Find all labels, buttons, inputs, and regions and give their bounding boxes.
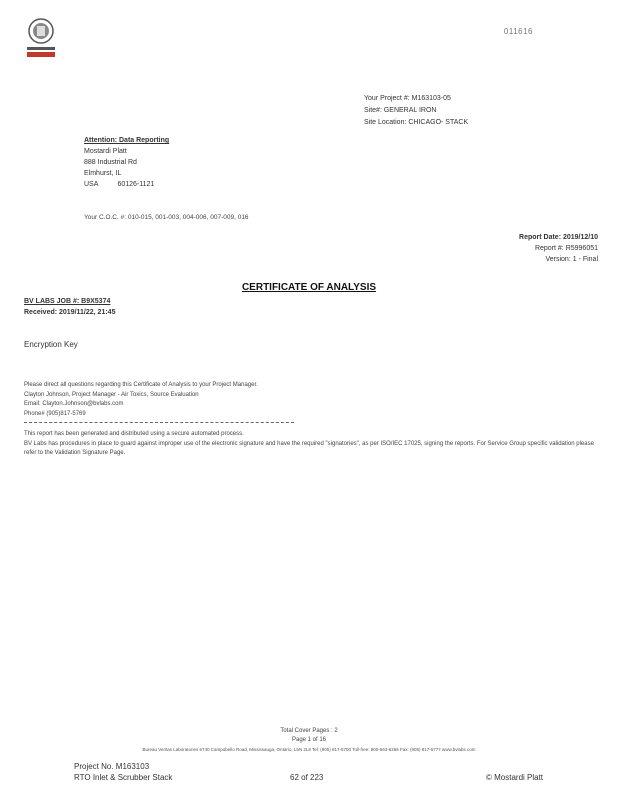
contact-phone: Phone# (905)817-5769 [24,410,86,417]
bottom-copyright: © Mostardi Platt [486,773,544,782]
report-date: Report Date: 2019/12/10 [519,234,598,241]
address-line: 888 Industrial Rd [84,159,137,166]
attention-title: Attention: Data Reporting [84,137,170,144]
coc-numbers: Your C.O.C. #: 010-015, 001-003, 004-006, 007-009, 016 [84,214,249,221]
job-info [24,296,115,318]
address-line: USA 60126-1121 [84,181,155,188]
encryption-key-label: Encryption Key [24,340,78,349]
certificate-title: CERTIFICATE OF ANALYSIS [241,282,377,293]
contact-line: Please direct all questions regarding this Certificate of Analysis to your Project Manager. [24,382,258,388]
report-version: Version: 1 - Final [545,256,598,263]
page-number: Page 1 of 16 [291,737,327,743]
site-location: Site Location: CHICAGO- STACK [364,119,469,126]
project-number: Your Project #: M163103-05 [364,95,451,102]
notice-line: This report has been generated and distributed using a secure automated process. [24,431,244,437]
divider [24,422,294,423]
report-info [519,232,598,265]
total-cover-pages: Total Cover Pages : 2 [280,728,338,734]
bureau-veritas-logo-icon [24,16,58,60]
contact-email[interactable]: Email: Clayton.Johnson@bvlabs.com [24,401,124,407]
document-number: 011616 [503,27,533,36]
address-line: Mostardi Platt [84,148,127,155]
bottom-project-number: Project No. M163103 [74,762,150,771]
address-line: Elmhurst, IL [84,170,122,177]
notice-block [24,430,604,459]
received-date: Received: 2019/11/22, 21:45 [24,309,116,316]
attention-block [84,135,169,190]
contact-line: Clayton Johnson, Project Manager - Air Toxics, Source Evaluation [24,391,199,398]
bottom-stack-name: RTO Inlet & Scrubber Stack [74,773,173,782]
contact-block [24,381,258,419]
job-number: BV LABS JOB #: B9X5374 [24,298,111,305]
notice-line: BV Labs has procedures in place to guard against improper use of the electronic signature and have the required "signatories", as per ISO/IEC 17025, signing the reports. For Service Group specific validation please refer to the Validation Signature Page. [24,440,594,456]
bottom-page-count: 62 of 223 [290,773,324,782]
lab-address: Bureau Veritas Laboratories 6740 Campobello Road, Mississauga, Ontario, L5N 2L8 Tel: (905) 817-5700 Toll-free: 800-563-6266 Fax: (905) 817-5777 www.bvlabs.com [142,747,476,752]
site-number: Site#: GENERAL IRON [364,107,437,114]
project-info [364,93,468,129]
report-number: Report #: R5996051 [534,245,598,252]
